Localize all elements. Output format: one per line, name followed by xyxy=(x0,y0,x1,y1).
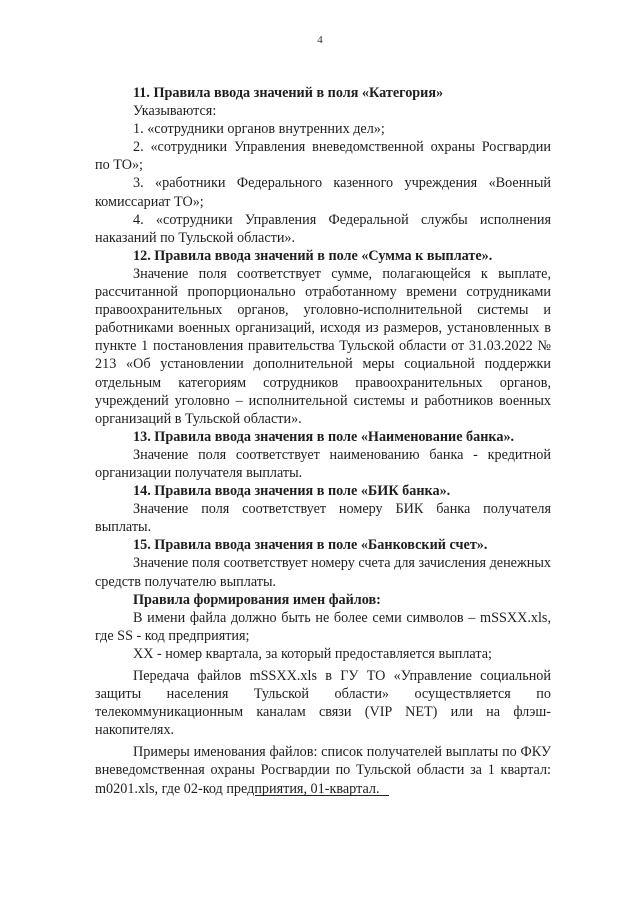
section-13-text: Значение поля соответствует наименованию банка - кредитной организации получателя выплаты. xyxy=(95,446,551,481)
page-number: 4 xyxy=(317,34,323,46)
section-12-heading: 12. Правила ввода значений в поле «Сумма к выплате». xyxy=(133,247,493,264)
section-13-heading: 13. Правила ввода значения в поле «Наименование банка». xyxy=(133,428,515,445)
section-15-heading: 15. Правила ввода значения в поле «Банковский счет». xyxy=(133,537,488,554)
section-14-text: Значение поля соответствует номеру БИК банка получателя выплаты. xyxy=(95,501,551,536)
file-transfer-text: Передача файлов mSSXX.xls в ГУ ТО «Управление социальной защиты населения Тульской области» осуществляется по телекоммуникационным каналам связи (VIP NET) или на флэш-накопителях. xyxy=(95,668,551,739)
end-rule xyxy=(255,795,389,796)
file-example-text: Примеры именования файлов: список получателей выплаты по ФКУ вневедомственная охраны Росгвардии по Тульской области за 1 квартал: m0201.xls, где 02-код предприятия, 01-квартал. xyxy=(95,744,551,797)
section-11-intro: Указываются: xyxy=(133,103,217,120)
category-item-4: 4. «сотрудники Управления Федеральной службы исполнения наказаний по Тульской области». xyxy=(95,211,551,246)
category-item-1: 1. «сотрудники органов внутренних дел»; xyxy=(133,121,385,138)
category-item-3: 3. «работники Федерального казенного учреждения «Военный комиссариат ТО»; xyxy=(95,175,551,210)
document-body xyxy=(95,84,551,798)
section-12-text: Значение поля соответствует сумме, полагающейся к выплате, рассчитанной пропорционально отработанному времени сотрудниками правоохранительных органов, уголовно-исполнительной системы и работниками военных организаций, исходя из размеров, установленных в пункте 1 постановления правительства Тульской области от 31.03.2022 № 213 «Об установлении дополнительной меры социальной поддержки отдельным категориям сотрудников правоохранительных органов, учреждений уголовно – исполнительной системы и работников военных организаций в Тульской области». xyxy=(95,265,551,427)
section-15-text: Значение поля соответствует номеру счета для зачисления денежных средств получателю выплаты. xyxy=(95,555,551,590)
file-rules-line-2: XX - номер квартала, за который предоставляется выплата; xyxy=(133,645,492,662)
category-item-2: 2. «сотрудники Управления вневедомственной охраны Росгвардии по ТО»; xyxy=(95,139,551,174)
section-14-heading: 14. Правила ввода значения в поле «БИК банка». xyxy=(133,483,451,500)
section-11-heading: 11. Правила ввода значений в поля «Категория» xyxy=(133,85,444,101)
file-rules-heading: Правила формирования имен файлов: xyxy=(133,591,381,608)
file-rules-line-1: В имени файла должно быть не более семи символов – mSSXX.xls, где SS - код предприятия; xyxy=(95,609,551,644)
